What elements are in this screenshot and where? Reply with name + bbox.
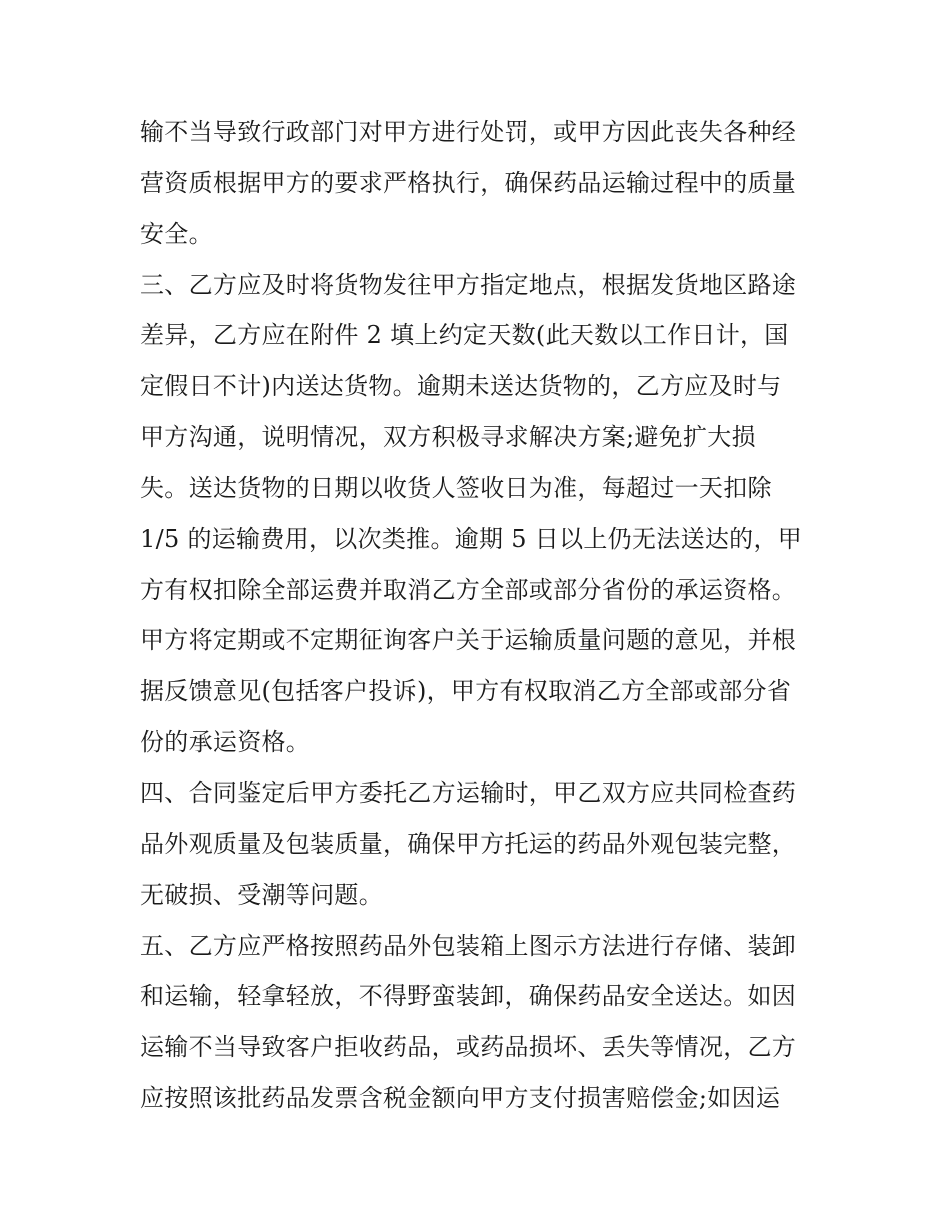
clause-three-line: 三、乙方应及时将货物发往甲方指定地点，根据发货地区路途 — [140, 270, 797, 299]
text-line: 份的承运资格。 — [140, 728, 311, 757]
text-line: 输不当导致行政部门对甲方进行处罚，或甲方因此丧失各种经 — [140, 118, 797, 146]
text-line: 营资质根据甲方的要求严格执行，确保药品运输过程中的质量 — [140, 168, 797, 197]
text-line: 应按照该批药品发票含税金额向甲方支付损害赔偿金;如因运 — [140, 1084, 781, 1113]
clause-five-line: 五、乙方应严格按照药品外包装箱上图示方法进行存储、装卸 — [140, 931, 797, 960]
text-line: 据反馈意见(包括客户投诉)，甲方有权取消乙方全部或部分省 — [140, 677, 792, 706]
text-line: 和运输，轻拿轻放，不得野蛮装卸，确保药品安全送达。如因 — [140, 982, 797, 1011]
text-line: 甲方将定期或不定期征询客户关于运输质量问题的意见，并根 — [140, 626, 797, 655]
text-line: 运输不当导致客户拒收药品，或药品损坏、丢失等情况，乙方 — [140, 1033, 797, 1062]
text-line: 安全。 — [140, 219, 213, 248]
text-line: 品外观质量及包装质量，确保甲方托运的药品外观包装完整， — [140, 829, 797, 858]
text-line: 差异，乙方应在附件 2 填上约定天数(此天数以工作日计，国 — [140, 321, 789, 350]
text-line: 无破损、受潮等问题。 — [140, 880, 383, 909]
text-line: 甲方沟通，说明情况，双方积极寻求解决方案;避免扩大损 — [140, 423, 756, 452]
contract-text-body — [140, 107, 820, 1124]
text-line: 方有权扣除全部运费并取消乙方全部或部分省份的承运资格。 — [140, 575, 797, 604]
text-line: 失。送达货物的日期以收货人签收日为准，每超过一天扣除 — [140, 473, 772, 502]
text-line: 定假日不计)内送达货物。逾期未送达货物的，乙方应及时与 — [140, 372, 782, 401]
clause-four-line: 四、合同鉴定后甲方委托乙方运输时，甲乙双方应共同检查药 — [140, 778, 797, 807]
text-line: 1/5 的运输费用，以次类推。逾期 5 日以上仍无法送达的，甲 — [140, 524, 803, 553]
